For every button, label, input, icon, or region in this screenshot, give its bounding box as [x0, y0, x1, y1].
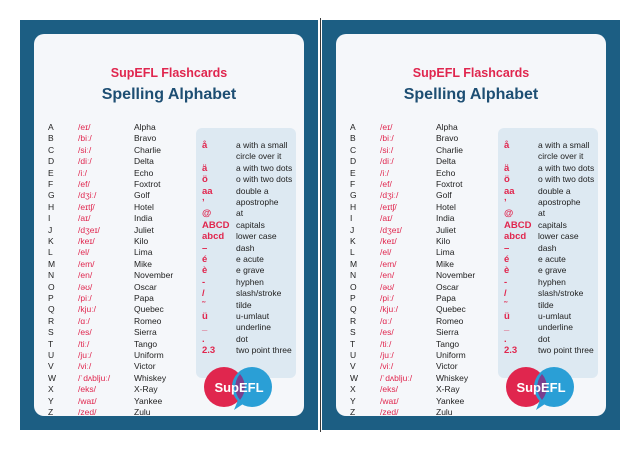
symbol-description: slash/stroke — [538, 288, 584, 299]
symbol-description: a with two dots — [538, 162, 595, 173]
flashcard-left — [20, 20, 318, 430]
letter: F — [350, 179, 356, 189]
code-word: India — [436, 213, 455, 224]
pronunciation: /zed/ — [78, 407, 97, 417]
letter: Z — [48, 407, 54, 417]
pronunciation: /tiː/ — [78, 338, 90, 349]
code-word: Alpha — [134, 122, 156, 132]
letter: K — [350, 236, 356, 246]
letter: V — [350, 361, 356, 372]
symbol: ABCD — [504, 219, 532, 231]
brand-title: SupEFL Flashcards — [110, 66, 228, 80]
symbol-description: e grave — [538, 265, 567, 276]
brand-title: SupEFL Flashcards — [412, 66, 530, 80]
pronunciation: /ɑː/ — [78, 315, 90, 326]
pronunciation: /eks/ — [380, 384, 398, 395]
symbol: ABCD — [202, 219, 230, 231]
pronunciation: /iː/ — [78, 167, 87, 178]
code-word: Tango — [134, 338, 158, 349]
code-word: Golf — [134, 190, 150, 201]
symbol: aa — [202, 185, 213, 197]
code-word: November — [436, 270, 476, 281]
symbol: é — [504, 254, 510, 265]
letter: D — [350, 156, 357, 167]
symbol: abcd — [202, 231, 225, 243]
code-word: Whiskey — [134, 372, 167, 383]
letter: Z — [350, 407, 356, 417]
code-word: Romeo — [134, 315, 162, 326]
letter: L — [350, 247, 355, 258]
symbol-description: a with two dots — [236, 162, 293, 173]
pronunciation: /keɪ/ — [78, 236, 95, 246]
symbol-description: o with two dots — [538, 174, 595, 185]
code-word: Charlie — [134, 144, 161, 155]
code-word: Delta — [436, 156, 456, 167]
symbol-description: circle over it — [538, 151, 584, 162]
pronunciation: /iː/ — [380, 167, 389, 178]
symbol-description: e acute — [236, 254, 264, 264]
letter: G — [350, 190, 357, 201]
letter: I — [350, 213, 353, 224]
pronunciation: /diː/ — [380, 156, 394, 167]
card-inner — [336, 34, 606, 416]
symbol: ˜ — [504, 299, 508, 311]
letter: F — [48, 179, 54, 189]
pronunciation: /em/ — [380, 258, 397, 269]
letter: L — [48, 247, 53, 258]
pronunciation: /juː/ — [78, 350, 92, 360]
code-word: Echo — [134, 167, 154, 178]
code-word: Victor — [436, 361, 458, 372]
letter: E — [350, 167, 356, 178]
code-word: Whiskey — [436, 372, 469, 383]
code-word: Quebec — [134, 304, 164, 315]
supefl-logo — [496, 362, 586, 412]
pronunciation: /eks/ — [78, 384, 96, 395]
symbols-panel — [196, 128, 296, 378]
letter: V — [48, 361, 54, 372]
code-word: Bravo — [134, 133, 157, 144]
letter: O — [350, 281, 357, 292]
flashcard-right — [322, 20, 620, 430]
pronunciation: /waɪ/ — [380, 395, 399, 406]
pronunciation: /siː/ — [380, 144, 394, 155]
letter: Y — [350, 395, 356, 406]
letter: C — [350, 144, 357, 155]
symbol: 2.3 — [504, 345, 518, 357]
letter: M — [48, 258, 56, 269]
pronunciation: /əʊ/ — [78, 281, 93, 292]
pronunciation: /tiː/ — [380, 338, 392, 349]
code-word: Tango — [436, 338, 460, 349]
pronunciation: /en/ — [380, 270, 395, 281]
symbol: @ — [202, 208, 212, 220]
pronunciation: /viː/ — [78, 361, 92, 372]
symbol: abcd — [504, 231, 527, 243]
letter: S — [48, 327, 54, 338]
code-word: Quebec — [436, 304, 466, 315]
logo-text: SupEFL — [516, 380, 566, 395]
pronunciation: /em/ — [78, 258, 95, 269]
pronunciation: /keɪ/ — [380, 236, 397, 246]
pronunciation: /ef/ — [78, 179, 90, 189]
letter: G — [48, 190, 55, 201]
letter: U — [48, 350, 55, 360]
pronunciation: /aɪ/ — [380, 213, 393, 224]
pronunciation: /siː/ — [78, 144, 92, 155]
pronunciation: /kjuː/ — [380, 304, 398, 315]
symbol: – — [504, 242, 510, 254]
letter: J — [350, 224, 355, 235]
code-word: Kilo — [436, 236, 451, 246]
symbol: å — [504, 140, 510, 151]
code-word: Juliet — [436, 224, 456, 235]
card-heading: Spelling Alphabet — [101, 86, 237, 103]
pronunciation: /ɑː/ — [380, 315, 392, 326]
symbol: 2.3 — [202, 345, 216, 357]
pronunciation: /es/ — [78, 327, 92, 338]
pronunciation: /eɪtʃ/ — [78, 201, 95, 212]
symbol-description: capitals — [236, 219, 265, 230]
code-word: Oscar — [134, 281, 157, 292]
code-word: Zulu — [134, 407, 151, 417]
symbol-description: tilde — [236, 299, 252, 310]
symbol-description: dash — [538, 242, 557, 253]
code-word: Juliet — [134, 224, 154, 235]
letter: C — [48, 144, 55, 155]
symbol: ˜ — [202, 299, 206, 311]
symbols-panel — [498, 128, 598, 378]
code-word: Lima — [436, 247, 455, 258]
symbol: / — [202, 288, 205, 300]
code-word: Mike — [134, 258, 152, 269]
code-word: Foxtrot — [134, 179, 161, 189]
letter: N — [48, 270, 55, 281]
pronunciation: /dʒeɪ/ — [380, 224, 402, 235]
symbol-description: double a — [538, 185, 571, 196]
symbol-description: o with two dots — [236, 174, 293, 185]
letter: E — [48, 167, 54, 178]
letter: S — [350, 327, 356, 338]
letter: R — [350, 315, 357, 326]
symbol-description: a with a small — [236, 140, 288, 150]
symbol: _ — [504, 322, 510, 334]
pronunciation: /biː/ — [78, 133, 92, 144]
symbol: ä — [202, 162, 208, 174]
symbol-description: u-umlaut — [236, 311, 270, 321]
pronunciation: /piː/ — [78, 293, 92, 303]
symbol: _ — [202, 322, 208, 334]
code-word: Delta — [134, 156, 154, 167]
pronunciation: /es/ — [380, 327, 394, 338]
symbol-description: capitals — [538, 219, 567, 230]
symbol: . — [202, 333, 205, 345]
letter: A — [48, 122, 54, 132]
symbol: ü — [202, 311, 208, 322]
code-word: Uniform — [436, 350, 466, 360]
letter: R — [48, 315, 55, 326]
symbol-description: lower case — [236, 231, 277, 242]
pronunciation: /piː/ — [380, 293, 394, 303]
symbol: ü — [504, 311, 510, 322]
pronunciation: /eɪtʃ/ — [380, 201, 397, 212]
letter: P — [48, 293, 54, 303]
symbol: ö — [504, 174, 510, 186]
code-word: Golf — [436, 190, 452, 201]
pronunciation: /diː/ — [78, 156, 92, 167]
symbol: / — [504, 288, 507, 300]
code-word: Lima — [134, 247, 153, 258]
symbol-description: underline — [538, 322, 573, 333]
symbol: – — [202, 242, 208, 254]
symbol: aa — [504, 185, 515, 197]
symbol-description: u-umlaut — [538, 311, 572, 321]
logo-text: SupEFL — [214, 380, 264, 395]
symbol: è — [504, 265, 510, 277]
symbol-description: dot — [538, 333, 550, 344]
symbol-description: apostrophe — [538, 197, 581, 207]
supefl-logo — [194, 362, 284, 412]
code-word: Echo — [436, 167, 456, 178]
code-word: X-Ray — [436, 384, 460, 395]
pronunciation: /ˈdʌbljuː/ — [380, 372, 413, 383]
symbol-description: hyphen — [236, 276, 264, 287]
card-inner — [34, 34, 304, 416]
letter: T — [48, 338, 54, 349]
symbol: è — [202, 265, 208, 277]
letter: B — [48, 133, 54, 144]
symbol-description: e grave — [236, 265, 265, 276]
symbol-description: hyphen — [538, 276, 566, 287]
symbol: . — [504, 333, 507, 345]
code-word: Mike — [436, 258, 454, 269]
symbol: å — [202, 140, 208, 151]
letter: D — [48, 156, 55, 167]
symbol-description: circle over it — [236, 151, 282, 162]
letter: Q — [48, 304, 55, 315]
letter: T — [350, 338, 356, 349]
symbol-description: slash/stroke — [236, 288, 282, 299]
letter: U — [350, 350, 357, 360]
letter: J — [48, 224, 53, 235]
pronunciation: /en/ — [78, 270, 93, 281]
letter: Y — [48, 395, 54, 406]
symbol: - — [504, 276, 508, 288]
letter: W — [350, 372, 359, 383]
pronunciation: /dʒiː/ — [78, 190, 97, 201]
code-word: Sierra — [134, 327, 157, 338]
code-word: November — [134, 270, 174, 281]
symbol: ä — [504, 162, 510, 174]
code-word: Bravo — [436, 133, 459, 144]
pronunciation: /eɪ/ — [380, 122, 393, 132]
code-word: X-Ray — [134, 384, 158, 395]
letter: Q — [350, 304, 357, 315]
symbol-description: double a — [236, 185, 269, 196]
letter: O — [48, 281, 55, 292]
letter: X — [48, 384, 54, 395]
code-word: Papa — [134, 293, 154, 303]
letter: H — [48, 201, 55, 212]
code-word: Hotel — [436, 201, 456, 212]
code-word: India — [134, 213, 153, 224]
code-word: Papa — [436, 293, 456, 303]
letter: P — [350, 293, 356, 303]
pronunciation: /dʒiː/ — [380, 190, 399, 201]
symbol-description: e acute — [538, 254, 566, 264]
pronunciation: /dʒeɪ/ — [78, 224, 100, 235]
symbol: ʼ — [202, 197, 205, 208]
pronunciation: /aɪ/ — [78, 213, 91, 224]
pronunciation: /biː/ — [380, 133, 394, 144]
symbol-description: a with a small — [538, 140, 590, 150]
letter: X — [350, 384, 356, 395]
pronunciation: /waɪ/ — [78, 395, 97, 406]
pronunciation: /kjuː/ — [78, 304, 96, 315]
code-word: Romeo — [436, 315, 464, 326]
symbol-description: at — [538, 208, 546, 219]
letter: M — [350, 258, 358, 269]
code-word: Sierra — [436, 327, 459, 338]
card-heading: Spelling Alphabet — [403, 86, 539, 103]
symbol: é — [202, 254, 208, 265]
pronunciation: /el/ — [380, 247, 392, 258]
code-word: Foxtrot — [436, 179, 463, 189]
pronunciation: /əʊ/ — [380, 281, 395, 292]
code-word: Uniform — [134, 350, 164, 360]
pronunciation: /ˈdʌbljuː/ — [78, 372, 111, 383]
code-word: Oscar — [436, 281, 459, 292]
code-word: Yankee — [436, 395, 465, 406]
code-word: Alpha — [436, 122, 458, 132]
symbol-description: lower case — [538, 231, 579, 242]
symbol-description: underline — [236, 322, 271, 333]
letter: W — [48, 372, 57, 383]
code-word: Hotel — [134, 201, 154, 212]
code-word: Yankee — [134, 395, 163, 406]
symbol: @ — [504, 208, 514, 220]
symbol-description: dash — [236, 242, 255, 253]
code-word: Charlie — [436, 144, 463, 155]
symbol-description: tilde — [538, 299, 554, 310]
letter: I — [48, 213, 51, 224]
letter: H — [350, 201, 357, 212]
pronunciation: /viː/ — [380, 361, 394, 372]
symbol: ʼ — [504, 197, 507, 208]
symbol: ö — [202, 174, 208, 186]
page-divider — [320, 18, 321, 432]
code-word: Victor — [134, 361, 156, 372]
pronunciation: /el/ — [78, 247, 90, 258]
code-word: Kilo — [134, 236, 149, 246]
pronunciation: /eɪ/ — [78, 122, 91, 132]
pronunciation: /ef/ — [380, 179, 392, 189]
letter: N — [350, 270, 357, 281]
pronunciation: /zed/ — [380, 407, 399, 417]
symbol-description: at — [236, 208, 244, 219]
letter: A — [350, 122, 356, 132]
symbol-description: two point three — [538, 345, 594, 356]
letter: K — [48, 236, 54, 246]
symbol-description: dot — [236, 333, 248, 344]
pronunciation: /juː/ — [380, 350, 394, 360]
code-word: Zulu — [436, 407, 453, 417]
symbol-description: apostrophe — [236, 197, 279, 207]
letter: B — [350, 133, 356, 144]
symbol-description: two point three — [236, 345, 292, 356]
symbol: - — [202, 276, 206, 288]
